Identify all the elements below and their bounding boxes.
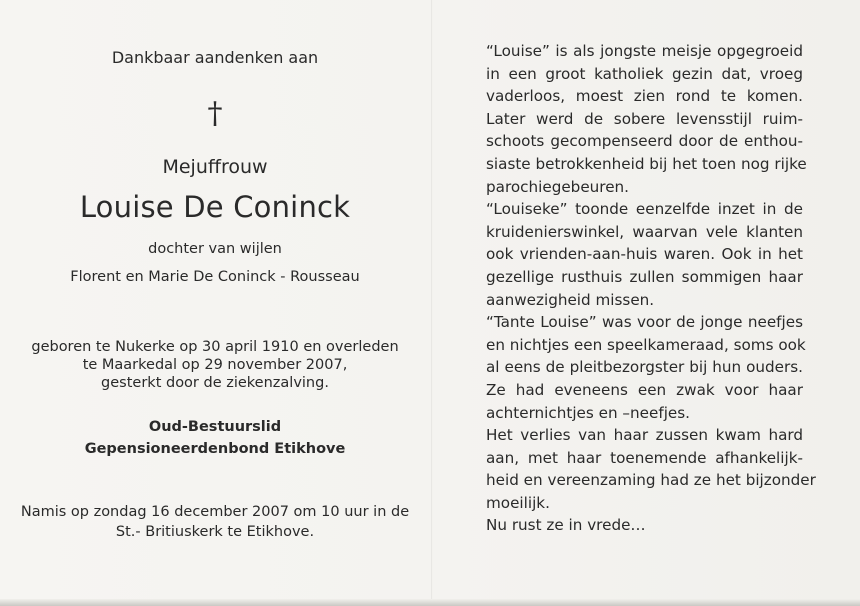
- right-panel: [486, 40, 816, 537]
- text-line: in een groot katholiek gezin dat, vroeg: [486, 64, 803, 83]
- birth-death-line-2: te Maarkedal op 29 november 2007,: [82, 357, 348, 373]
- text-line: vaderloos, moest zien rond te komen.: [486, 87, 803, 106]
- text-line: siaste betrokkenheid bij het toen nog rijke: [486, 154, 807, 173]
- cross-icon: †: [207, 96, 223, 131]
- text-line: kruidenierswinkel, waarvan vele klanten: [486, 222, 803, 241]
- deceased-name: Louise De Coninck: [79, 190, 351, 224]
- text-line: schoots gecompenseerd door de enthou-: [486, 132, 803, 151]
- birth-death-line-3: gesterkt door de ziekenzalving.: [101, 375, 329, 391]
- text-line: Nu rust ze in vrede…: [486, 516, 646, 535]
- intro-text: Dankbaar aandenken aan: [111, 48, 319, 67]
- card-edge-shadow: [0, 599, 860, 606]
- text-line: en nichtjes een speelkameraad, soms ook: [486, 335, 806, 354]
- role-line-1: Oud-Bestuurslid: [148, 419, 282, 435]
- text-line: “Tante Louise” was voor de jonge neefjes: [486, 313, 803, 332]
- text-line: parochiegebeuren.: [486, 177, 629, 196]
- memorial-line-2: St.- Britiuskerk te Etikhove.: [115, 524, 315, 540]
- text-line: ook vrienden-aan-huis waren. Ook in het: [486, 245, 803, 264]
- text-line: aanwezigheid missen.: [486, 290, 655, 309]
- text-line: Ze had eveneens een zwak voor haar: [486, 380, 803, 399]
- text-line: “Louiseke” toonde eenzelfde inzet in de: [486, 200, 803, 219]
- text-line: “Louise” is als jongste meisje opgegroeid: [486, 42, 803, 60]
- memorial-line-1: Namis op zondag 16 december 2007 om 10 uur in de: [20, 504, 410, 520]
- text-line: Later werd de sobere levensstijl ruim-: [486, 109, 803, 128]
- text-line: al eens de pleitbezorgster bij hun ouders.: [486, 358, 803, 377]
- text-line: achternichtjes en –neefjes.: [486, 403, 690, 422]
- daughter-of-text: dochter van wijlen: [148, 241, 282, 257]
- parents-text: Florent en Marie De Coninck - Rousseau: [70, 269, 360, 285]
- title-text: Mejuffrouw: [162, 156, 268, 178]
- birth-death-line-1: geboren te Nukerke op 30 april 1910 en overleden: [31, 339, 399, 355]
- text-line: moeilijk.: [486, 493, 550, 512]
- text-line: heid en vereenzaming had ze het bijzonder: [486, 471, 816, 490]
- text-line: Het verlies van haar zussen kwam hard: [486, 426, 803, 445]
- text-line: gezellige rusthuis zullen sommigen haar: [486, 267, 803, 286]
- card-fold: [431, 0, 433, 606]
- role-line-2: Gepensioneerdenbond Etikhove: [84, 441, 346, 457]
- text-line: aan, met haar toenemende afhankelijk-: [486, 448, 803, 467]
